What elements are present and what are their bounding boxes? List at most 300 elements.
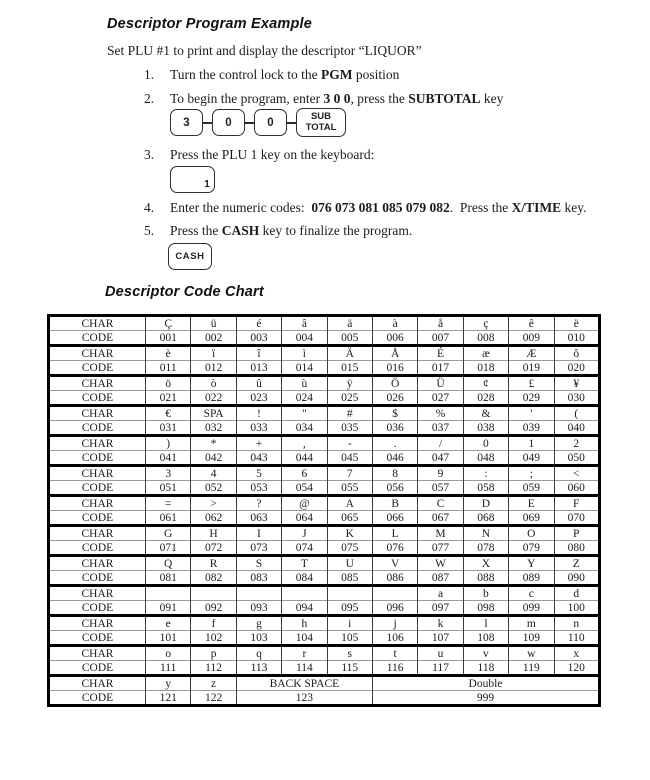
char-cell: O (509, 526, 554, 541)
char-cell: c (509, 586, 554, 601)
code-cell: 050 (554, 451, 599, 466)
char-cell: æ (463, 346, 508, 361)
char-cell: + (236, 436, 281, 451)
char-cell (372, 586, 417, 601)
char-cell: U (327, 556, 372, 571)
code-cell: 055 (327, 481, 372, 496)
char-cell: i (327, 616, 372, 631)
code-cell: 004 (282, 331, 327, 346)
code-cell: 026 (372, 391, 417, 406)
code-cell: 001 (146, 331, 191, 346)
step-3 (144, 147, 614, 163)
char-cell: ö (146, 376, 191, 391)
code-cell: 006 (372, 331, 417, 346)
code-cell: 012 (191, 361, 236, 376)
char-cell: K (327, 526, 372, 541)
char-cell: G (146, 526, 191, 541)
char-cell: s (327, 646, 372, 661)
key-0-first: 0 (212, 109, 245, 136)
step-1-text: Turn the control lock to the PGM position (170, 67, 400, 82)
subtotal-key-line2: TOTAL (305, 121, 337, 133)
char-cell: è (146, 346, 191, 361)
code-cell: 065 (327, 511, 372, 526)
char-cell: ? (236, 496, 281, 511)
char-row-label: CHAR (49, 466, 146, 481)
code-cell: 101 (146, 631, 191, 646)
char-cell: 9 (418, 466, 463, 481)
code-cell: 033 (236, 421, 281, 436)
char-cell: 0 (463, 436, 508, 451)
char-cell: . (372, 436, 417, 451)
code-cell: 092 (191, 601, 236, 616)
char-cell: ' (509, 406, 554, 421)
code-row-label: CODE (49, 691, 146, 706)
char-cell: / (418, 436, 463, 451)
code-cell: 104 (282, 631, 327, 646)
char-cell: Ü (418, 376, 463, 391)
step-5 (144, 223, 614, 239)
code-row (49, 571, 600, 586)
code-cell: 080 (554, 541, 599, 556)
step-2-text: To begin the program, enter 3 0 0, press the SUBTOTAL key (170, 91, 504, 106)
char-cell: W (418, 556, 463, 571)
char-cell: * (191, 436, 236, 451)
char-cell: = (146, 496, 191, 511)
step-5-text: Press the CASH key to finalize the program. (170, 223, 413, 238)
char-cell: 6 (282, 466, 327, 481)
char-cell: % (418, 406, 463, 421)
char-cell: ì (282, 346, 327, 361)
code-cell: 108 (463, 631, 508, 646)
char-cell: H (191, 526, 236, 541)
char-cell: N (463, 526, 508, 541)
code-row-label: CODE (49, 421, 146, 436)
char-cell: : (463, 466, 508, 481)
code-cell: 060 (554, 481, 599, 496)
descriptor-code-table (47, 314, 601, 707)
char-cell: q (236, 646, 281, 661)
step-3-number: 3. (144, 147, 155, 162)
code-cell: 024 (282, 391, 327, 406)
code-row-label: CODE (49, 391, 146, 406)
char-cell: u (418, 646, 463, 661)
code-row (49, 331, 600, 346)
char-cell: p (191, 646, 236, 661)
char-cell: S (236, 556, 281, 571)
char-cell: r (282, 646, 327, 661)
char-cell: Y (509, 556, 554, 571)
code-cell: 074 (282, 541, 327, 556)
char-cell: 8 (372, 466, 417, 481)
char-cell: E (509, 496, 554, 511)
code-cell: 045 (327, 451, 372, 466)
char-cell: ç (463, 316, 508, 331)
char-cell (327, 586, 372, 601)
code-row-label: CODE (49, 541, 146, 556)
code-cell: 059 (509, 481, 554, 496)
char-cell: Ç (146, 316, 191, 331)
char-cell: ( (554, 406, 599, 421)
char-row-label: CHAR (49, 346, 146, 361)
code-cell: 084 (282, 571, 327, 586)
code-cell: 094 (282, 601, 327, 616)
code-cell: 044 (282, 451, 327, 466)
char-cell: â (282, 316, 327, 331)
char-cell: # (327, 406, 372, 421)
char-cell: ê (509, 316, 554, 331)
char-cell: BACK SPACE (236, 676, 372, 691)
code-cell: 075 (327, 541, 372, 556)
char-cell: P (554, 526, 599, 541)
char-cell: Ä (327, 346, 372, 361)
code-cell: 089 (509, 571, 554, 586)
char-cell: x (554, 646, 599, 661)
code-row-label: CODE (49, 601, 146, 616)
code-cell: 023 (236, 391, 281, 406)
char-cell: $ (372, 406, 417, 421)
code-cell: 107 (418, 631, 463, 646)
char-cell: ; (509, 466, 554, 481)
char-row-label: CHAR (49, 436, 146, 451)
subtotal-key-line1: SUB (310, 111, 332, 122)
code-cell: 020 (554, 361, 599, 376)
char-row (49, 646, 600, 661)
code-cell: 115 (327, 661, 372, 676)
char-row-label: CHAR (49, 676, 146, 691)
char-cell: 2 (554, 436, 599, 451)
code-cell: 071 (146, 541, 191, 556)
code-cell: 066 (372, 511, 417, 526)
code-cell: 010 (554, 331, 599, 346)
code-cell: 052 (191, 481, 236, 496)
code-cell: 061 (146, 511, 191, 526)
code-cell: 096 (372, 601, 417, 616)
code-cell: 123 (236, 691, 372, 706)
char-cell: Ö (372, 376, 417, 391)
char-row-label: CHAR (49, 646, 146, 661)
code-cell: 081 (146, 571, 191, 586)
code-cell: 116 (372, 661, 417, 676)
code-chart-title: Descriptor Code Chart (105, 284, 264, 300)
char-row-label: CHAR (49, 496, 146, 511)
char-cell: L (372, 526, 417, 541)
code-row (49, 481, 600, 496)
key-3: 3 (170, 109, 203, 136)
code-cell: 114 (282, 661, 327, 676)
step-5-number: 5. (144, 223, 155, 238)
char-cell: k (418, 616, 463, 631)
step-1-number: 1. (144, 67, 155, 82)
char-row (49, 676, 600, 691)
code-row-label: CODE (49, 511, 146, 526)
step-4-number: 4. (144, 200, 155, 215)
char-row-label: CHAR (49, 586, 146, 601)
char-cell: f (191, 616, 236, 631)
char-cell (191, 586, 236, 601)
code-cell: 099 (509, 601, 554, 616)
char-row (49, 346, 600, 361)
char-row-label: CHAR (49, 556, 146, 571)
char-cell: î (236, 346, 281, 361)
code-cell: 036 (372, 421, 417, 436)
char-cell: Å (372, 346, 417, 361)
char-cell: m (509, 616, 554, 631)
code-cell: 090 (554, 571, 599, 586)
code-cell: 078 (463, 541, 508, 556)
code-cell: 032 (191, 421, 236, 436)
code-cell: 082 (191, 571, 236, 586)
code-row-label: CODE (49, 361, 146, 376)
step-2 (144, 91, 614, 107)
char-cell: g (236, 616, 281, 631)
code-cell: 098 (463, 601, 508, 616)
code-cell: 011 (146, 361, 191, 376)
code-cell: 057 (418, 481, 463, 496)
plu-1-key: 1 (170, 166, 215, 193)
code-cell: 005 (327, 331, 372, 346)
code-row-label: CODE (49, 331, 146, 346)
code-cell: 058 (463, 481, 508, 496)
code-row (49, 661, 600, 676)
code-cell: 072 (191, 541, 236, 556)
code-cell: 021 (146, 391, 191, 406)
char-cell: l (463, 616, 508, 631)
code-row (49, 691, 600, 706)
code-cell: 009 (509, 331, 554, 346)
char-cell: é (236, 316, 281, 331)
code-cell: 040 (554, 421, 599, 436)
char-cell: ü (191, 316, 236, 331)
code-row-label: CODE (49, 661, 146, 676)
char-row (49, 406, 600, 421)
char-cell: I (236, 526, 281, 541)
char-cell: ë (554, 316, 599, 331)
code-cell: 999 (372, 691, 599, 706)
code-cell: 111 (146, 661, 191, 676)
char-cell: < (554, 466, 599, 481)
char-cell: 1 (509, 436, 554, 451)
char-cell: 3 (146, 466, 191, 481)
code-cell: 014 (282, 361, 327, 376)
char-cell: - (327, 436, 372, 451)
code-cell: 076 (372, 541, 417, 556)
cash-key: CASH (168, 243, 212, 270)
code-cell: 013 (236, 361, 281, 376)
char-row (49, 586, 600, 601)
code-cell: 112 (191, 661, 236, 676)
code-cell: 054 (282, 481, 327, 496)
code-cell: 017 (418, 361, 463, 376)
step-3-text: Press the PLU 1 key on the keyboard: (170, 147, 375, 162)
code-cell: 047 (418, 451, 463, 466)
code-cell: 018 (463, 361, 508, 376)
char-cell: a (418, 586, 463, 601)
code-cell: 113 (236, 661, 281, 676)
code-cell: 039 (509, 421, 554, 436)
char-row (49, 556, 600, 571)
code-cell: 062 (191, 511, 236, 526)
code-cell: 109 (509, 631, 554, 646)
code-cell: 002 (191, 331, 236, 346)
char-cell: ô (554, 346, 599, 361)
char-cell: X (463, 556, 508, 571)
code-cell: 117 (418, 661, 463, 676)
code-cell: 079 (509, 541, 554, 556)
char-cell: Q (146, 556, 191, 571)
char-row (49, 616, 600, 631)
char-cell: j (372, 616, 417, 631)
code-cell: 015 (327, 361, 372, 376)
code-cell: 091 (146, 601, 191, 616)
code-cell: 100 (554, 601, 599, 616)
char-cell: Æ (509, 346, 554, 361)
code-cell: 029 (509, 391, 554, 406)
char-cell: ÿ (327, 376, 372, 391)
code-cell: 095 (327, 601, 372, 616)
code-row (49, 631, 600, 646)
code-row-label: CODE (49, 571, 146, 586)
code-cell: 088 (463, 571, 508, 586)
char-cell: 4 (191, 466, 236, 481)
code-cell: 028 (463, 391, 508, 406)
code-cell: 025 (327, 391, 372, 406)
code-cell: 022 (191, 391, 236, 406)
code-cell: 063 (236, 511, 281, 526)
code-cell: 042 (191, 451, 236, 466)
code-cell: 037 (418, 421, 463, 436)
char-cell: C (418, 496, 463, 511)
code-cell: 038 (463, 421, 508, 436)
char-cell: F (554, 496, 599, 511)
char-cell: t (372, 646, 417, 661)
code-cell: 019 (509, 361, 554, 376)
char-cell (282, 586, 327, 601)
char-cell (236, 586, 281, 601)
code-cell: 077 (418, 541, 463, 556)
char-cell: > (191, 496, 236, 511)
code-cell: 085 (327, 571, 372, 586)
code-cell: 070 (554, 511, 599, 526)
char-cell: ä (327, 316, 372, 331)
code-cell: 046 (372, 451, 417, 466)
code-cell: 083 (236, 571, 281, 586)
code-row-label: CODE (49, 451, 146, 466)
char-cell: à (372, 316, 417, 331)
key-0-second: 0 (254, 109, 287, 136)
code-cell: 097 (418, 601, 463, 616)
code-cell: 106 (372, 631, 417, 646)
code-cell: 048 (463, 451, 508, 466)
code-cell: 030 (554, 391, 599, 406)
char-cell: 7 (327, 466, 372, 481)
code-cell: 056 (372, 481, 417, 496)
step-4-text: Enter the numeric codes: 076 073 081 085 079 082. Press the X/TIME key. (170, 200, 587, 215)
char-cell: v (463, 646, 508, 661)
char-cell: , (282, 436, 327, 451)
char-row-label: CHAR (49, 526, 146, 541)
char-cell: o (146, 646, 191, 661)
code-row (49, 541, 600, 556)
char-cell: h (282, 616, 327, 631)
char-cell: ï (191, 346, 236, 361)
code-cell: 120 (554, 661, 599, 676)
char-cell: ) (146, 436, 191, 451)
char-cell: ¥ (554, 376, 599, 391)
char-cell: J (282, 526, 327, 541)
char-cell: z (191, 676, 236, 691)
code-cell: 093 (236, 601, 281, 616)
char-cell: D (463, 496, 508, 511)
code-cell: 049 (509, 451, 554, 466)
code-cell: 043 (236, 451, 281, 466)
char-cell: @ (282, 496, 327, 511)
char-cell: T (282, 556, 327, 571)
char-cell: SPA (191, 406, 236, 421)
char-cell: Double (372, 676, 599, 691)
code-cell: 053 (236, 481, 281, 496)
code-cell: 035 (327, 421, 372, 436)
code-cell: 105 (327, 631, 372, 646)
step-4 (144, 200, 614, 216)
char-cell: A (327, 496, 372, 511)
char-cell: £ (509, 376, 554, 391)
code-cell: 069 (509, 511, 554, 526)
code-cell: 064 (282, 511, 327, 526)
char-row (49, 496, 600, 511)
subtotal-key (296, 108, 346, 137)
char-cell: 5 (236, 466, 281, 481)
code-cell: 041 (146, 451, 191, 466)
char-row (49, 376, 600, 391)
char-cell: ¢ (463, 376, 508, 391)
code-cell: 118 (463, 661, 508, 676)
char-cell (146, 586, 191, 601)
char-cell: " (282, 406, 327, 421)
code-cell: 103 (236, 631, 281, 646)
code-row (49, 391, 600, 406)
char-cell: e (146, 616, 191, 631)
code-cell: 027 (418, 391, 463, 406)
char-row-label: CHAR (81, 317, 114, 330)
char-cell: y (146, 676, 191, 691)
code-cell: 068 (463, 511, 508, 526)
code-cell: 067 (418, 511, 463, 526)
code-cell: 087 (418, 571, 463, 586)
char-row (49, 316, 600, 331)
code-row-label: CODE (49, 481, 146, 496)
program-example-title: Descriptor Program Example (107, 16, 313, 32)
code-cell: 007 (418, 331, 463, 346)
char-cell: w (509, 646, 554, 661)
code-cell: 016 (372, 361, 417, 376)
char-cell: d (554, 586, 599, 601)
code-cell: 121 (146, 691, 191, 706)
char-cell: É (418, 346, 463, 361)
code-row (49, 451, 600, 466)
char-cell: V (372, 556, 417, 571)
code-cell: 110 (554, 631, 599, 646)
step-1 (144, 67, 614, 83)
char-cell: ù (282, 376, 327, 391)
code-cell: 122 (191, 691, 236, 706)
char-cell: € (146, 406, 191, 421)
code-cell: 086 (372, 571, 417, 586)
char-cell: ! (236, 406, 281, 421)
char-row (49, 436, 600, 451)
char-row-label: CHAR (49, 406, 146, 421)
char-row (49, 466, 600, 481)
code-cell: 119 (509, 661, 554, 676)
